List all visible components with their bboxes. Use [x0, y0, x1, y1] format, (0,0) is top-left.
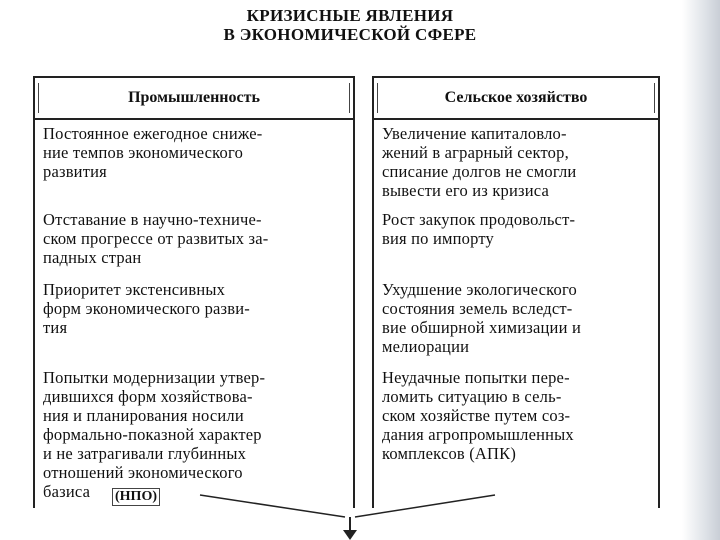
industry-header-label: Промышленность — [38, 83, 350, 113]
industry-item-4: Попытки модернизации утвер- дившихся форм хозяйствова- ния и планирования носили формально-показной характер и не затрагивали глубинных отношений экономического базиса — [43, 368, 266, 501]
title-line-1: КРИЗИСНЫЕ ЯВЛЕНИЯ — [246, 6, 454, 25]
industry-item-3: Приоритет экстенсивных форм экономического разви- тия — [43, 280, 250, 337]
agriculture-item-1: Увеличение капиталовло- жений в аграрный сектор, списание долгов не смогли вывести его из кризиса — [382, 124, 577, 200]
agriculture-item-2: Рост закупок продовольст- вия по импорту — [382, 210, 576, 248]
industry-item-1: Постоянное ежегодное сниже- ние темпов экономического развития — [43, 124, 263, 181]
right-arrow-line — [355, 495, 495, 517]
left-arrow-line — [200, 495, 345, 517]
industry-item-2: Отставание в научно-техниче- ском прогрессе от развитых за- падных стран — [43, 210, 269, 267]
agriculture-item-4: Неудачные попытки пере- ломить ситуацию в сель- ском хозяйстве путем соз- дания агропромышленных комплексов (АПК) — [382, 368, 574, 463]
npo-note: (НПО) — [112, 488, 160, 506]
title-line-2: В ЭКОНОМИЧЕСКОЙ СФЕРЕ — [223, 25, 477, 44]
down-arrow-head — [343, 530, 357, 540]
agriculture-item-3: Ухудшение экологического состояния земель вследст- вие обширной химизации и мелиорации — [382, 280, 581, 356]
agriculture-header-label: Сельское хозяйство — [377, 83, 655, 113]
